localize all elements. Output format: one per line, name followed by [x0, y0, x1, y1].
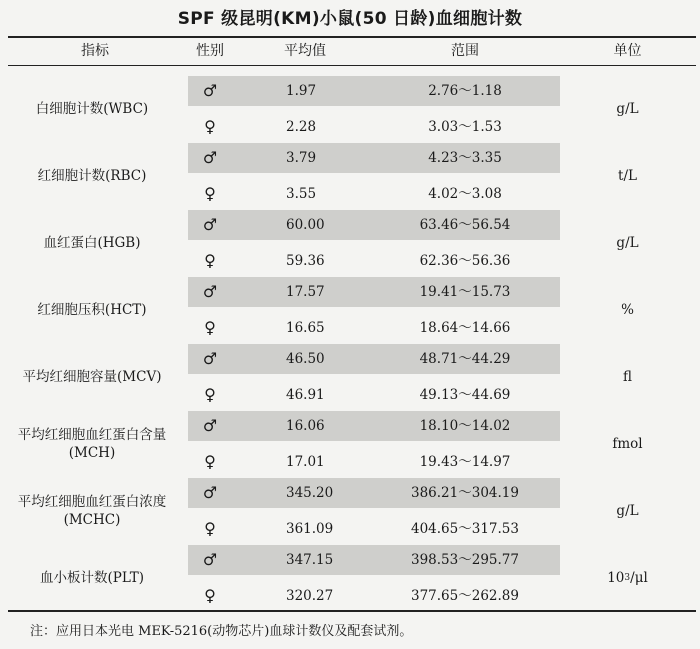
male-mean: 46.50	[286, 351, 325, 367]
table-row-group	[0, 545, 700, 611]
male-range: 48.71～44.29	[419, 351, 511, 367]
header-range: 范围	[451, 43, 479, 59]
header-unit: 单位	[613, 43, 642, 59]
indicator-name: 白细胞计数(WBC)	[35, 101, 149, 117]
male-mean: 60.00	[286, 217, 325, 233]
female-mean: 46.91	[286, 387, 325, 403]
female-mean: 59.36	[286, 253, 325, 269]
female-mean: 320.27	[286, 588, 334, 604]
female-mean: 17.01	[286, 454, 325, 470]
header-rule	[8, 65, 696, 66]
bottom-rule	[8, 610, 696, 612]
indicator-name: 红细胞压积(HCT)	[37, 302, 147, 318]
male-symbol: ♂	[202, 81, 218, 100]
female-range: 404.65～317.53	[411, 521, 519, 537]
male-range: 4.23～3.35	[428, 150, 502, 166]
indicator-name: 平均红细胞容量(MCV)	[22, 369, 162, 385]
table-row-group	[0, 344, 700, 410]
male-symbol: ♂	[202, 349, 218, 368]
female-mean: 361.09	[286, 521, 334, 537]
female-range: 4.02～3.08	[428, 186, 502, 202]
female-symbol: ♀	[204, 452, 216, 471]
table-row-group	[0, 478, 700, 544]
female-symbol: ♀	[204, 318, 216, 337]
unit: fmol	[612, 436, 643, 452]
male-mean: 347.15	[286, 552, 334, 568]
table-row-group	[0, 411, 700, 477]
female-range: 19.43～14.97	[419, 454, 511, 470]
male-mean: 17.57	[286, 284, 325, 300]
table-row-group	[0, 143, 700, 209]
male-range: 398.53～295.77	[411, 552, 519, 568]
female-range: 49.13～44.69	[419, 387, 511, 403]
unit: g/L	[616, 101, 639, 117]
male-range: 19.41～15.73	[419, 284, 511, 300]
female-range: 18.64～14.66	[419, 320, 511, 336]
unit: 10 3 /μl	[607, 570, 648, 586]
female-symbol: ♀	[204, 251, 216, 270]
indicator-name: 红细胞计数(RBC)	[37, 168, 147, 184]
table-row-group	[0, 76, 700, 142]
male-symbol: ♂	[202, 282, 218, 301]
indicator-name: 血小板计数(PLT)	[40, 570, 144, 586]
header-indicator: 指标	[81, 43, 109, 59]
unit: fl	[622, 369, 632, 385]
unit: g/L	[616, 235, 639, 251]
male-symbol: ♂	[202, 148, 218, 167]
table-row-group	[0, 277, 700, 343]
male-mean: 3.79	[286, 150, 317, 166]
table-footnote: 注：应用日本光电 MEK-5216(动物芯片)血球计数仪及配套试剂。	[30, 624, 413, 639]
female-range: 3.03～1.53	[428, 119, 502, 135]
unit-tail: /μl	[630, 570, 648, 586]
male-range: 63.46～56.54	[419, 217, 511, 233]
header-mean: 平均值	[284, 43, 326, 59]
unit: %	[621, 302, 634, 318]
male-range: 18.10～14.02	[419, 418, 511, 434]
male-symbol: ♂	[202, 416, 218, 435]
table-title: SPF 级昆明(KM)小鼠(50 日龄)血细胞计数	[177, 9, 523, 29]
female-symbol: ♀	[204, 184, 216, 203]
female-symbol: ♀	[204, 117, 216, 136]
male-range: 2.76～1.18	[428, 83, 502, 99]
female-range: 62.36～56.36	[419, 253, 511, 269]
indicator-name: 平均红细胞血红蛋白浓度(MCHC)	[17, 494, 167, 528]
female-symbol: ♀	[204, 519, 216, 538]
male-symbol: ♂	[202, 550, 218, 569]
indicator-name: 平均红细胞血红蛋白含量(MCH)	[17, 427, 167, 461]
male-mean: 16.06	[286, 418, 325, 434]
male-symbol: ♂	[202, 215, 218, 234]
male-mean: 345.20	[286, 485, 334, 501]
indicator-name: 血红蛋白(HGB)	[43, 235, 141, 251]
female-range: 377.65～262.89	[411, 588, 519, 604]
female-mean: 16.65	[286, 320, 325, 336]
table-row-group	[0, 210, 700, 276]
unit-base: 10	[607, 570, 625, 586]
male-symbol: ♂	[202, 483, 218, 502]
female-symbol: ♀	[204, 586, 216, 605]
unit: t/L	[618, 168, 637, 184]
male-range: 386.21～304.19	[411, 485, 519, 501]
unit: g/L	[616, 503, 639, 519]
female-symbol: ♀	[204, 385, 216, 404]
female-mean: 3.55	[286, 186, 317, 202]
female-mean: 2.28	[286, 119, 317, 135]
header-sex: 性别	[196, 43, 224, 59]
table-header	[0, 38, 700, 65]
male-mean: 1.97	[286, 83, 317, 99]
